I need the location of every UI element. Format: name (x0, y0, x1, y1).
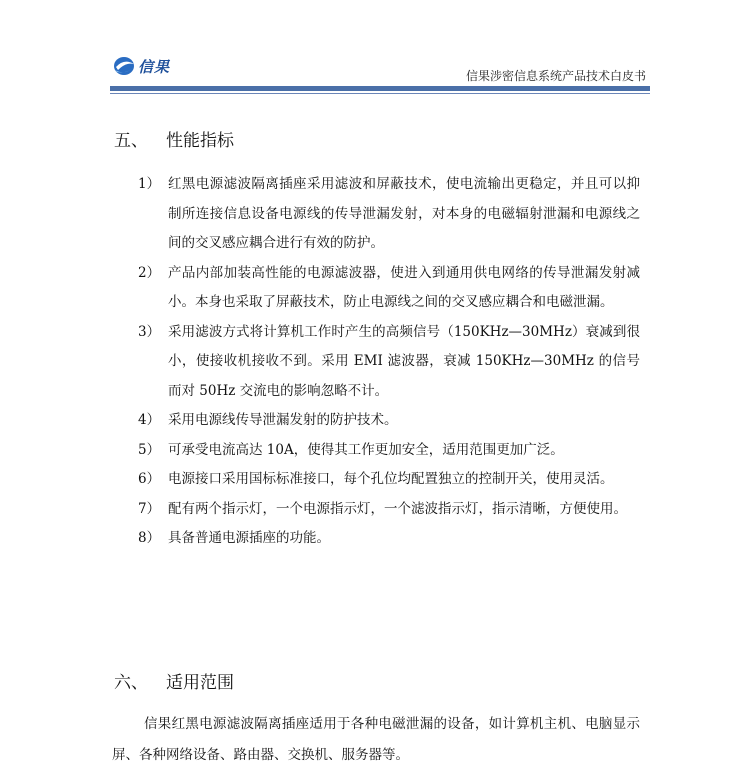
list-item-index: 5） (138, 441, 161, 458)
list-item (138, 318, 640, 407)
list-item-text: 配有两个指示灯，一个电源指示灯，一个滤波指示灯，指示清晰，方便使用。 (168, 500, 627, 517)
list-item-text: 具备普通电源插座的功能。 (168, 530, 330, 546)
list-item-text: 产品内部加装高性能的电源滤波器，使进入到通用供电网络的传导泄漏发射减小。本身也采取了屏蔽技术，防止电源线之间的交叉感应耦合和电磁泄漏。 (168, 264, 640, 310)
list-item (138, 170, 640, 259)
section-title: 性能指标 (166, 131, 234, 151)
list-item-text: 电源接口采用国标标准接口，每个孔位均配置独立的控制开关，使用灵活。 (168, 471, 614, 487)
section-heading-scope (114, 668, 234, 693)
list-item (138, 524, 640, 554)
list-item-index: 1） (138, 176, 161, 192)
list-item-text: 采用电源线传导泄漏发射的防护技术。 (168, 412, 398, 428)
header-rule-thick (110, 86, 650, 91)
list-item-index: 6） (138, 471, 161, 487)
list-item-index: 8） (138, 530, 161, 546)
scope-paragraph: 信果红黑电源滤波隔离插座适用于各种电磁泄漏的设备，如计算机主机、电脑显示屏、各种网络设备、路由器、交换机、服务器等。 (112, 716, 640, 763)
page-header (0, 0, 750, 100)
list-item-index: 3） (138, 323, 161, 340)
section-heading-performance (114, 126, 234, 151)
list-item (138, 436, 640, 466)
section-number: 五、 (114, 131, 148, 151)
list-item (138, 465, 640, 495)
performance-list (138, 170, 640, 554)
list-item-text: 红黑电源滤波隔离插座采用滤波和屏蔽技术，使电流输出更稳定，并且可以抑制所连接信息设备电源线的传导泄漏发射，对本身的电磁辐射泄漏和电源线之间的交叉感应耦合进行有效的防护。 (168, 176, 640, 251)
list-item-text: 可承受电流高达 10A，使得其工作更加安全，适用范围更加广泛。 (168, 441, 564, 458)
section-number: 六、 (114, 673, 148, 693)
header-rule-thin (110, 93, 650, 94)
list-item (138, 406, 640, 436)
section-title: 适用范围 (166, 673, 234, 693)
list-item (138, 259, 640, 318)
logo-text: 信果 (138, 58, 171, 76)
list-item-index: 2） (138, 264, 161, 281)
list-item (138, 495, 640, 525)
document-title: 信果涉密信息系统产品技术白皮书 (465, 69, 646, 83)
list-item-index: 4） (138, 412, 161, 428)
list-item-index: 7） (138, 500, 161, 517)
list-item-text: 采用滤波方式将计算机工作时产生的高频信号（150KHz—30MHz）衰减到很小，使接收机接收不到。采用 EMI 滤波器，衰减 150KHz—30MHz 的信号而对 50Hz 交流电的影响忽略不计。 (168, 323, 640, 399)
